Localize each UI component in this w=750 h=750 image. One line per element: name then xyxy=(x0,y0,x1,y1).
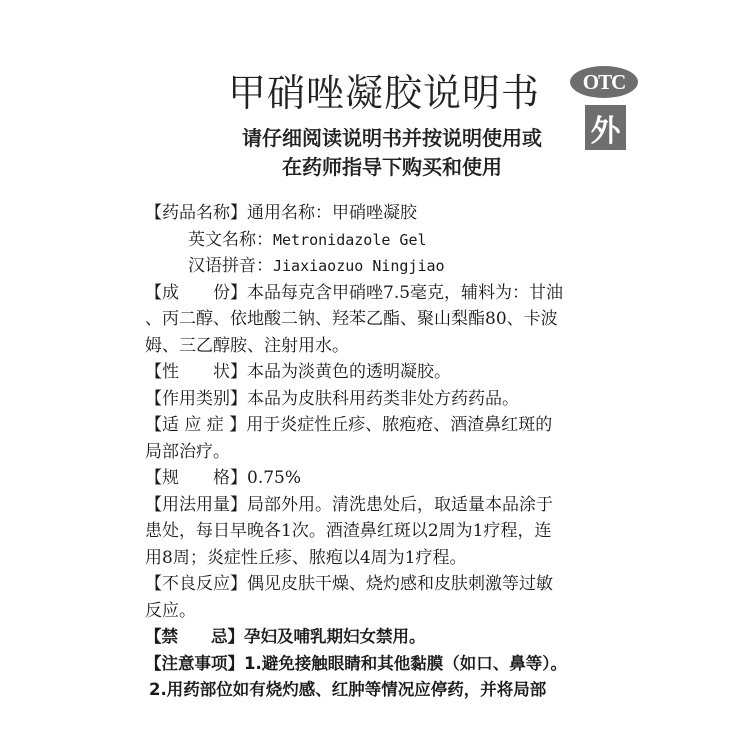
dosage-row xyxy=(145,492,645,519)
pinyin-name: Jiaxiaozuo Ningjiao xyxy=(273,257,445,275)
pinyin-label: 汉语拼音： xyxy=(188,256,273,276)
english-name: Metronidazole Gel xyxy=(273,230,427,249)
leaflet-body xyxy=(145,200,645,704)
external-use-badge-icon: 外 xyxy=(585,105,626,150)
dosage-text: 局部外用。清洗患处后，取适量本品涂于 xyxy=(247,494,553,515)
adverse-line-2: 反应。 xyxy=(145,600,196,621)
ingredients-label: 【成 份】 xyxy=(145,282,247,303)
adverse-text: 偶见皮肤干燥、烧灼感和皮肤刺激等过敏 xyxy=(247,574,553,594)
drug-name-label: 【药品名称】 xyxy=(145,203,247,223)
category-row xyxy=(145,386,645,413)
dosage-line-2: 患处，每日早晚各1次。酒渣鼻红斑以2周为1疗程，连 xyxy=(145,521,552,541)
indications-row xyxy=(145,412,645,439)
indications-text: 用于炎症性丘疹、脓疱疮、酒渣鼻红斑的 xyxy=(246,415,553,435)
contraindications-row xyxy=(145,624,645,651)
ingredients-text: 本品每克含甲硝唑7.5毫克，辅料为：甘油 xyxy=(247,282,564,303)
dosage-label: 【用法用量】 xyxy=(145,494,247,515)
category-text: 本品为皮肤科用药类非处方药药品。 xyxy=(247,388,519,409)
adverse-row xyxy=(145,571,645,598)
subtitle-line-1: 请仔细阅读说明书并按说明使用或 xyxy=(242,126,542,150)
ingredients-row xyxy=(145,280,645,307)
appearance-row xyxy=(145,359,645,386)
contraindications-text: 孕妇及哺乳期妇女禁用。 xyxy=(244,627,426,646)
adverse-label: 【不良反应】 xyxy=(145,574,247,594)
ingredients-line-3: 姆、三乙醇胺、注射用水。 xyxy=(145,335,349,356)
category-label: 【作用类别】 xyxy=(145,388,247,409)
pinyin-row xyxy=(145,253,645,280)
generic-name: 通用名称：甲硝唑凝胶 xyxy=(247,203,417,223)
document-title: 甲硝唑凝胶说明书 xyxy=(228,71,541,115)
indications-label: 【适 应 症 】 xyxy=(145,415,247,435)
appearance-text: 本品为淡黄色的透明凝胶。 xyxy=(247,362,451,382)
dosage-line-3: 用8周；炎症性丘疹、脓疱以4周为1疗程。 xyxy=(145,547,467,568)
subtitle-line-2: 在药师指导下购买和使用 xyxy=(282,155,502,179)
english-name-label: 英文名称： xyxy=(188,229,273,250)
precautions-label: 【注意事项】 xyxy=(145,653,244,673)
precautions-line-2: 2.用药部位如有烧灼感、红肿等情况应停药，并将局部 xyxy=(149,680,547,699)
english-name-row xyxy=(145,227,645,254)
appearance-label: 【性 状】 xyxy=(145,362,247,382)
contraindications-label: 【禁 忌】 xyxy=(145,627,244,646)
drug-name-row xyxy=(145,200,645,227)
ingredients-line-2: 、丙二醇、依地酸二钠、羟苯乙酯、聚山梨酯80、卡波 xyxy=(145,309,558,329)
otc-badge-icon: OTC xyxy=(570,66,638,98)
precautions-text: 1.避免接触眼睛和其他黏膜（如口、鼻等）。 xyxy=(244,653,567,673)
indications-line-2: 局部治疗。 xyxy=(145,441,230,462)
specification-row xyxy=(145,465,645,492)
specification-text: 0.75% xyxy=(247,468,302,488)
specification-label: 【规 格】 xyxy=(145,468,247,488)
precautions-row xyxy=(145,651,645,678)
